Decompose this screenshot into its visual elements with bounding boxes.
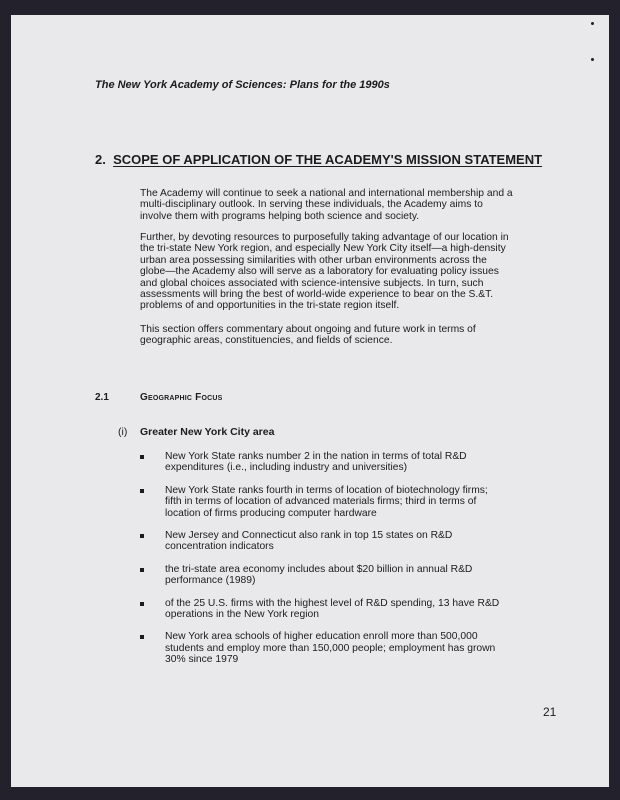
text-line: operations in the New York region	[165, 609, 319, 621]
paragraph-2	[140, 232, 509, 312]
binder-hole-mark	[591, 58, 594, 61]
text-line: the tri-state New York region, and especially New York City itself—a high-density	[140, 243, 506, 255]
list-item	[140, 564, 499, 587]
bullet-list	[140, 451, 499, 677]
text-line: New Jersey and Connecticut also rank in top 15 states on R&D	[165, 530, 453, 542]
paragraph-1	[140, 188, 513, 222]
section-number: 2.	[95, 152, 106, 167]
square-bullet-icon	[140, 455, 144, 459]
list-item	[140, 631, 499, 665]
text-line: assessments will bring the best of world-wide experience to bear on the S.&T.	[140, 289, 494, 301]
subsection-title: Geographic Focus	[140, 392, 223, 403]
text-line: students and employ more than 150,000 people; employment has grown	[165, 642, 496, 654]
list-item	[140, 530, 499, 553]
text-line: geographic areas, constituencies, and fields of science.	[140, 335, 393, 347]
square-bullet-icon	[140, 534, 144, 538]
subsection-number: 2.1	[95, 392, 109, 403]
text-line: of the 25 U.S. firms with the highest level of R&D spending, 13 have R&D	[165, 597, 500, 609]
text-line: the tri-state area economy includes about $20 billion in annual R&D	[165, 563, 473, 575]
text-line: and global choices associated with science-intensive subjects. In turn, such	[140, 277, 484, 289]
square-bullet-icon	[140, 602, 144, 606]
text-line: expenditures (i.e., including industry and universities)	[165, 462, 408, 474]
section-title: SCOPE OF APPLICATION OF THE ACADEMY'S MISSION STATEMENT	[113, 152, 543, 167]
text-line: New York area schools of higher education enroll more than 500,000	[165, 631, 478, 643]
square-bullet-icon	[140, 568, 144, 572]
text-line: New York State ranks number 2 in the nation in terms of total R&D	[165, 451, 467, 462]
text-line: The Academy will continue to seek a national and international membership and a	[140, 188, 513, 199]
text-line: location of firms producing computer hardware	[165, 507, 377, 519]
list-item	[140, 485, 499, 519]
square-bullet-icon	[140, 489, 144, 493]
running-header: The New York Academy of Sciences: Plans for the 1990s	[95, 79, 390, 91]
subsection-heading	[95, 392, 223, 403]
list-item	[140, 451, 499, 474]
text-line: fifth in terms of location of advanced materials firms; third in terms of	[165, 496, 477, 508]
text-line: New York State ranks fourth in terms of location of biotechnology firms;	[165, 484, 488, 496]
text-line: performance (1989)	[165, 575, 256, 587]
text-line: multi-disciplinary outlook. In serving these individuals, the Academy aims to	[140, 199, 483, 211]
text-line: 30% since 1979	[165, 654, 239, 666]
paragraph-3	[140, 324, 476, 347]
item-title: Greater New York City area	[140, 426, 275, 438]
square-bullet-icon	[140, 635, 144, 639]
text-line: This section offers commentary about ongoing and future work in terms of	[140, 324, 476, 335]
text-line: globe—the Academy also will serve as a laboratory for evaluating policy issues	[140, 266, 499, 278]
text-line: urban area possessing similarities with other urban environments across the	[140, 254, 487, 266]
text-line: concentration indicators	[165, 541, 274, 553]
item-heading	[118, 426, 275, 438]
text-line: Further, by devoting resources to purposefully taking advantage of our location in	[140, 232, 509, 243]
list-item	[140, 598, 499, 621]
document-page	[11, 15, 609, 787]
text-line: problems of and opportunities in the tri-state region itself.	[140, 300, 400, 312]
binder-hole-mark	[591, 22, 594, 25]
text-line: involve them with programs helping both science and society.	[140, 210, 420, 222]
section-heading	[95, 152, 542, 167]
item-marker: (i)	[118, 426, 128, 438]
page-number: 21	[543, 705, 557, 719]
